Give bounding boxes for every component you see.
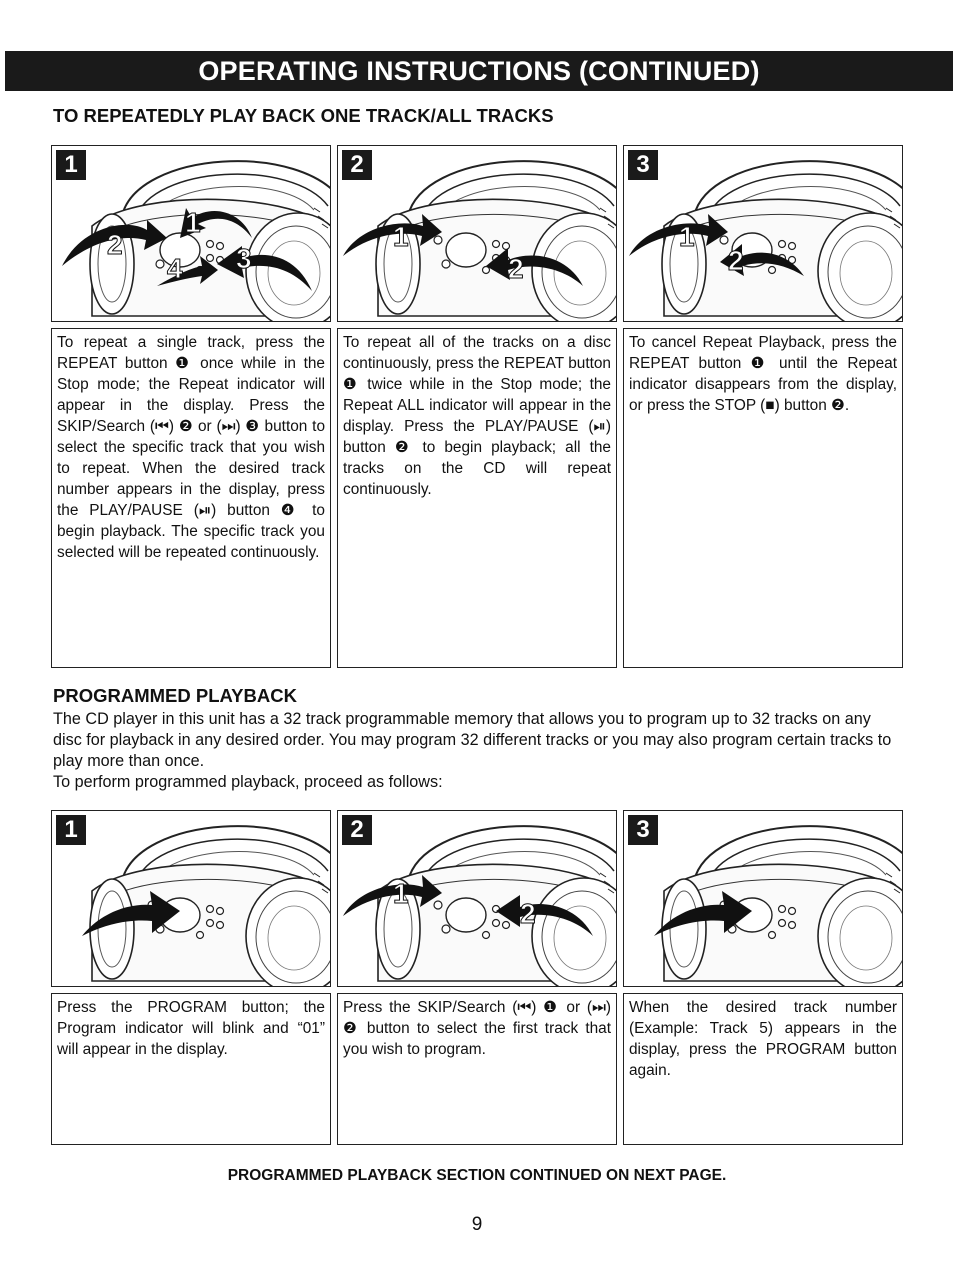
step-number-badge: 3 (628, 815, 658, 845)
intro-paragraph: The CD player in this unit has a 32 track programmable memory that allows you to program up to 32 tracks on any disc for playback in any desired order. You may program 32 different tracks or you may also program certain tracks to play more than once. (53, 710, 892, 770)
programmed-step-3-illustration (623, 810, 903, 987)
programmed-step-1-text: Press the PROGRAM button; the Program indicator will blink and “01” will appear in the display. (51, 993, 331, 1145)
repeat-section-heading: TO REPEATEDLY PLAY BACK ONE TRACK/ALL TRACKS (53, 105, 554, 126)
arrow-label-4: 4 (167, 253, 183, 284)
step-number-badge: 1 (56, 150, 86, 180)
boombox-illustration (338, 811, 616, 986)
arrow-label-1: 1 (679, 221, 695, 252)
arrow-label-1: 1 (393, 878, 409, 909)
boombox-illustration (338, 146, 616, 321)
page-title-banner (5, 51, 953, 91)
arrow-label-1: 1 (393, 221, 409, 252)
programmed-step-3-text: When the desired track number (Example: Track 5) appears in the display, press the PROGRAM button again. (623, 993, 903, 1145)
page-number: 9 (471, 1214, 483, 1235)
arrow-label-2: 2 (520, 898, 536, 929)
step-number-badge: 3 (628, 150, 658, 180)
repeat-step-2-text: To repeat all of the tracks on a disc continuously, press the REPEAT button ❶ twice while in the Stop mode; the Repeat ALL indicator will appear in the display. Press the PLAY/PAUSE (⏯) button ❷ to begin playback; all the tracks on the CD will repeat continuously. (337, 328, 617, 668)
programmed-step-2-illustration (337, 810, 617, 987)
programmed-step-1-illustration (51, 810, 331, 987)
repeat-step-1-text: To repeat a single track, press the REPEAT button ❶ once while in the Stop mode; the Repeat indicator will appear in the display. Press the SKIP/Search (⏮) ❷ or (⏭) ❸ button to select the specific track that you wish to repeat. When the desired track number appears in the display, press the PLAY/PAUSE (⏯) button ❹ to begin playback. The specific track you selected will be repeated continuously. (51, 328, 331, 668)
step-number-badge: 2 (342, 150, 372, 180)
continued-note: PROGRAMMED PLAYBACK SECTION CONTINUED ON NEXT PAGE. (227, 1167, 727, 1184)
programmed-step-2-text: Press the SKIP/Search (⏮) ❶ or (⏭) ❷ button to select the first track that you wish to program. (337, 993, 617, 1145)
boombox-illustration (52, 146, 330, 321)
programmed-intro (53, 709, 903, 793)
arrow-label-2: 2 (107, 229, 123, 260)
programmed-section-heading: PROGRAMMED PLAYBACK (53, 685, 297, 706)
arrow-label-1: 1 (185, 207, 201, 238)
page-title: OPERATING INSTRUCTIONS (CONTINUED) (198, 55, 760, 86)
boombox-illustration (624, 146, 902, 321)
repeat-step-3-text: To cancel Repeat Playback, press the REPEAT button ❶ until the Repeat indicator disappears from the display, or press the STOP (■) button ❷. (623, 328, 903, 668)
boombox-illustration (624, 811, 902, 986)
repeat-step-3-illustration (623, 145, 903, 322)
repeat-step-2-illustration (337, 145, 617, 322)
proceed-line: To perform programmed playback, proceed as follows: (53, 773, 443, 791)
step-number-badge: 2 (342, 815, 372, 845)
repeat-step-1-illustration (51, 145, 331, 322)
arrow-label-2: 2 (728, 245, 744, 276)
step-number-badge: 1 (56, 815, 86, 845)
arrow-label-3: 3 (236, 243, 252, 274)
boombox-illustration (52, 811, 330, 986)
arrow-label-2: 2 (508, 253, 524, 284)
